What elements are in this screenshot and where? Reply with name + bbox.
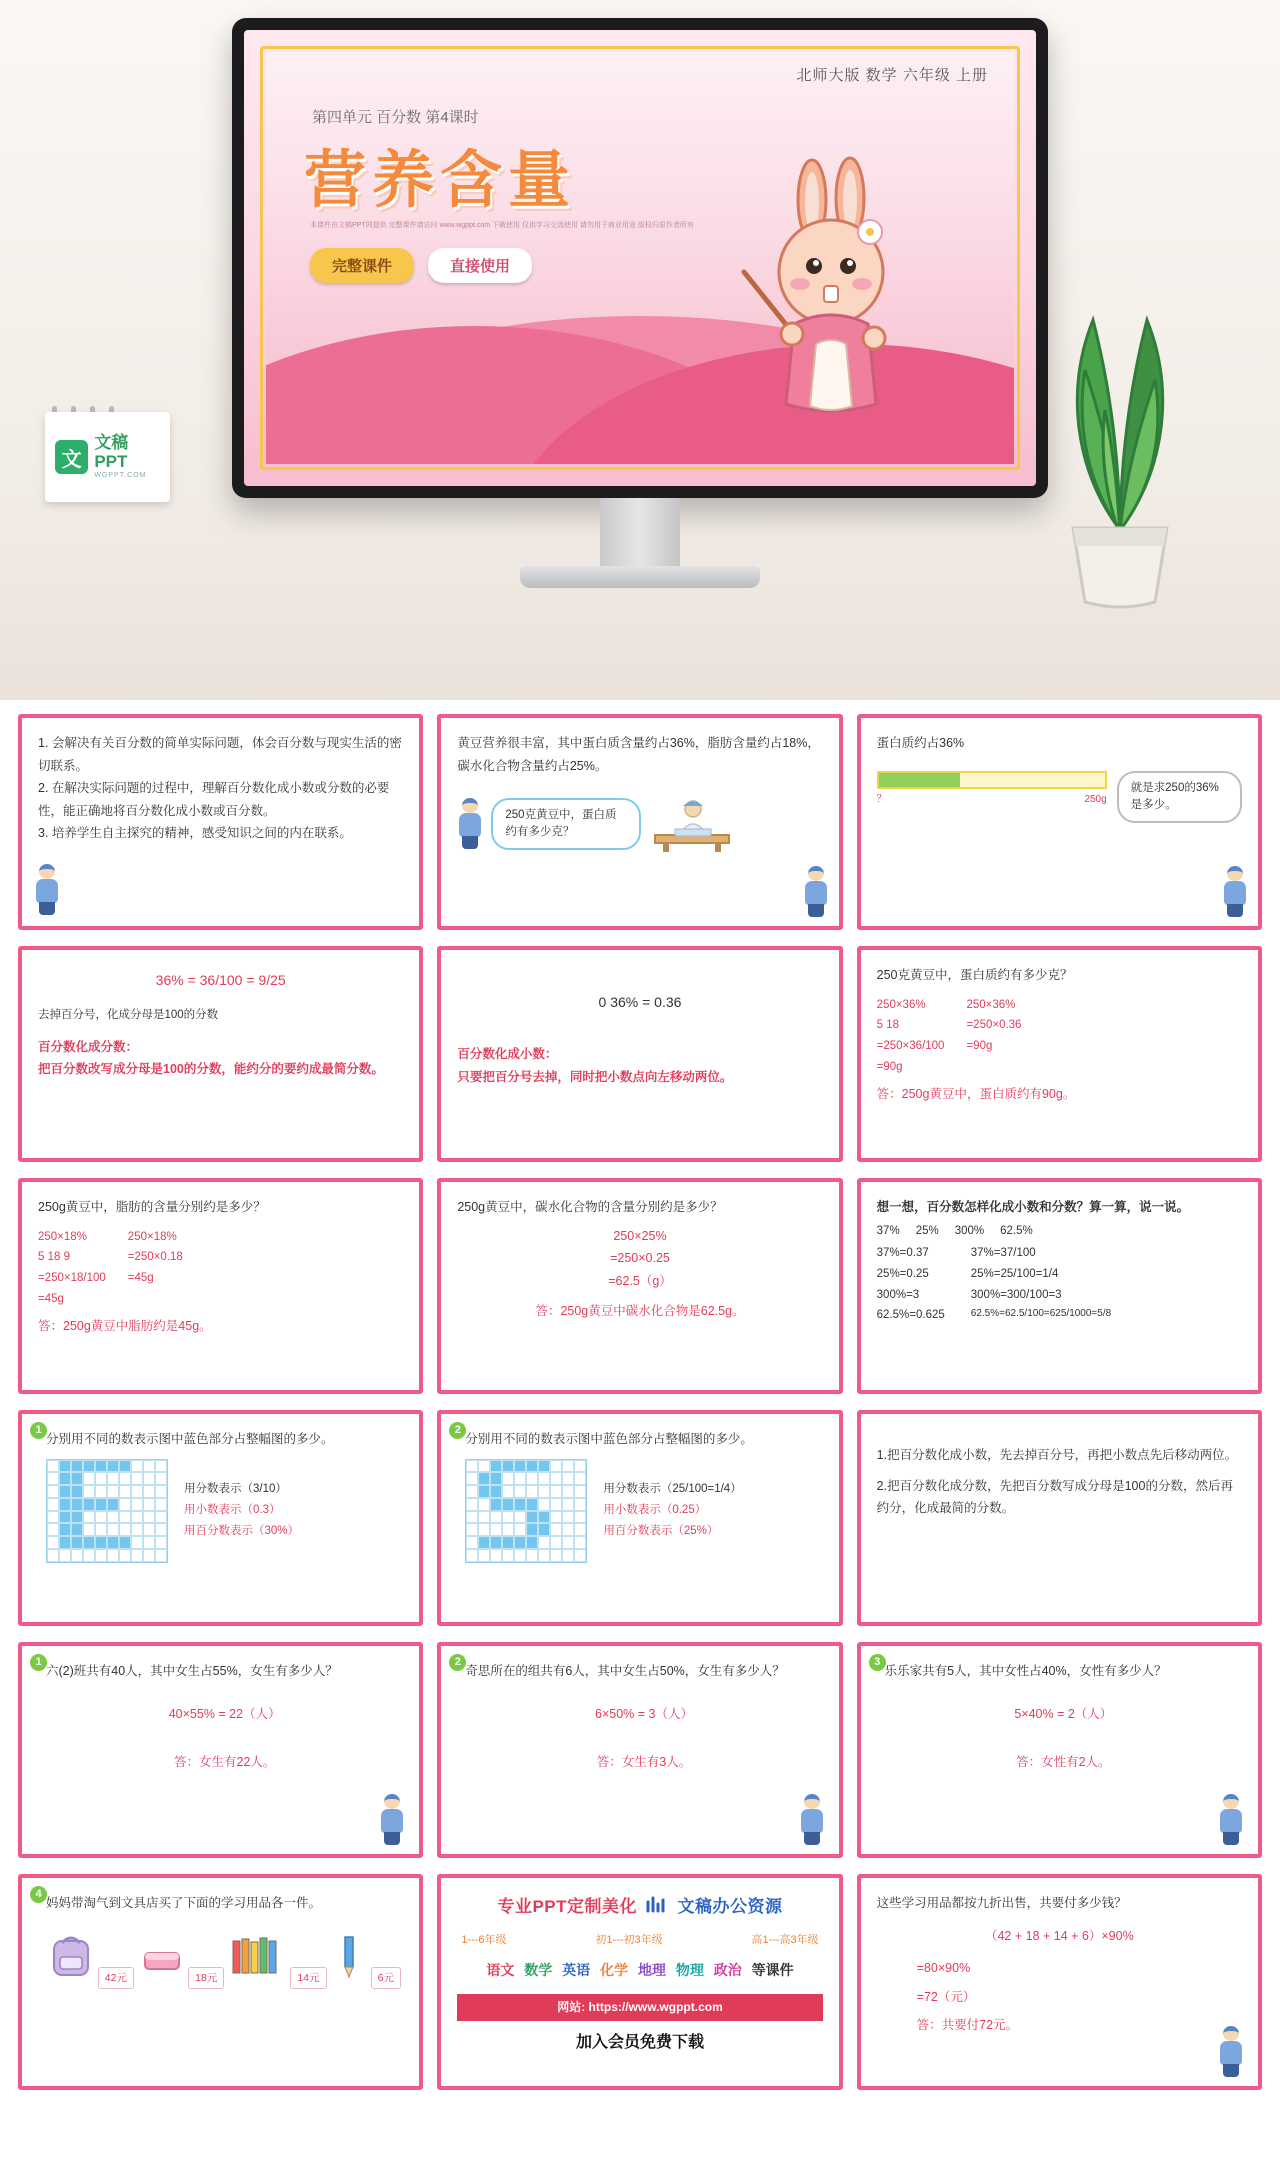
objective-line-1: 1. 会解决有关百分数的简单实际问题，体会百分数与现实生活的密切联系。: [38, 736, 402, 773]
ad-grade-3: 高1---高3年级: [751, 1933, 819, 1946]
supply-item-backpack: [48, 1929, 134, 1990]
student-character-icon: [457, 798, 483, 850]
shaded-grid-e: [46, 1459, 168, 1563]
slide-problem-family[interactable]: [857, 1642, 1262, 1858]
protein-method-fraction: [877, 995, 945, 1078]
fraction-note: 去掉百分号，化成分母是100的分数: [38, 1009, 219, 1022]
supply-price-markers: 14元: [290, 1967, 326, 1990]
teacher-desk-icon: [649, 795, 735, 853]
slide-number-badge: 2: [449, 1422, 466, 1439]
brand-logo-icon: 文: [55, 440, 88, 474]
slide-number-badge: 4: [30, 1886, 47, 1903]
grid-percent-2: 用百分数表示（25%）: [603, 1524, 719, 1537]
discount-question: 这些学习用品都按九折出售，共要付多少钱？: [876, 1896, 1127, 1910]
slide-percent-to-decimal[interactable]: [437, 946, 842, 1162]
group-question: 奇思所在的组共有6人，其中女生占50%，女生有多少人？: [465, 1664, 785, 1678]
family-question: 乐乐家共有5人，其中女性占40%，女性有多少人？: [884, 1664, 1167, 1678]
bar-tick-right: 250g: [1084, 793, 1107, 805]
textbook-meta: 北师大版 数学 六年级 上册: [796, 67, 988, 84]
question-bubble: 250克黄豆中，蛋白质约有多少克？: [491, 798, 641, 851]
fraction-rule-body: 把百分数改写成分母是100的分数，能约分的要约成最简分数。: [38, 1062, 384, 1077]
group-answer: 答：女生有3人。: [596, 1755, 692, 1769]
protein-step-1: 250×36%: [876, 998, 926, 1011]
student-character-icon: [34, 864, 60, 916]
grid-fraction-2: 用分数表示（25/100=1/4）: [603, 1483, 742, 1496]
supply-item-eraser: [139, 1929, 225, 1990]
slide-percent-to-fraction[interactable]: [18, 946, 423, 1162]
protein-step-4: =90g: [876, 1060, 903, 1073]
ad-subject-5: 地理: [637, 1962, 666, 1979]
slide-objectives[interactable]: [18, 714, 423, 930]
fat-dec-step-1: 250×18%: [127, 1230, 177, 1243]
slide-carb-solution[interactable]: [437, 1178, 842, 1394]
grid-decimal-1: 用小数表示（0.3）: [184, 1504, 281, 1517]
brand-logo-card: [45, 412, 170, 502]
fat-dec-step-3: =45g: [127, 1271, 154, 1284]
slide-grid-three-tenths[interactable]: [18, 1410, 423, 1626]
grid-percent-1: 用百分数表示（30%）: [184, 1524, 300, 1537]
fat-method-decimal: [128, 1227, 183, 1310]
think-title: 想一想，百分数怎样化成小数和分数？算一算，说一说。: [876, 1200, 1190, 1214]
think-dec-2: 25%=0.25: [876, 1267, 929, 1280]
page-title: 营养含量: [304, 146, 577, 215]
fat-method-fraction: [38, 1227, 106, 1310]
slide-thumbnail-grid: [0, 700, 1280, 2110]
slide-number-badge: 3: [869, 1654, 886, 1671]
wave-logo-icon: [646, 1895, 668, 1915]
slide-preview: [244, 30, 1036, 486]
backpack-icon: [48, 1929, 94, 1981]
soybean-facts: 黄豆营养很丰富，其中蛋白质含量约占36%，脂肪含量约占18%，碳水化合物含量约占25%。: [457, 736, 820, 773]
protein-dec-step-3: =90g: [966, 1039, 993, 1052]
slide-protein-bar[interactable]: [857, 714, 1262, 930]
ad-brand: 文稿办公资源: [677, 1897, 783, 1916]
supply-price-backpack: 42元: [98, 1967, 134, 1990]
think-value-4: 62.5%: [1000, 1224, 1033, 1237]
think-dec-1: 37%=0.37: [876, 1247, 929, 1260]
slide-advertisement[interactable]: [437, 1874, 842, 2090]
hero-button-row: [310, 248, 532, 283]
think-dec-3: 300%=3: [876, 1288, 920, 1301]
monitor-stand-neck: [600, 498, 680, 566]
slide-number-badge: 2: [449, 1654, 466, 1671]
summary-line-1: 1.把百分数化成小数，先去掉百分号，再把小数点先后移动两位。: [876, 1448, 1238, 1462]
slide-number-badge: 1: [30, 1654, 47, 1671]
carb-step-3: =62.5（g）: [608, 1273, 672, 1288]
fat-step-2: 5 18 9: [38, 1251, 70, 1264]
fat-answer: 答：250g黄豆中脂肪约是45g。: [38, 1319, 212, 1334]
ad-subject-7: 政治: [713, 1962, 742, 1979]
direct-use-button[interactable]: 直接使用: [428, 248, 532, 283]
protein-dec-step-2: =250×0.36: [966, 1019, 1022, 1032]
discount-answer: 答：共要付72元。: [916, 2018, 1019, 2032]
grid-question-1: 分别用不同的数表示图中蓝色部分占整幅图的多少。: [46, 1432, 334, 1446]
pencil-icon: [331, 1929, 367, 1981]
decimal-equation: 0 36% = 0.36: [598, 994, 682, 1010]
carb-step-1: 250×25%: [613, 1228, 667, 1243]
slide-think-convert[interactable]: [857, 1178, 1262, 1394]
ad-subject-6: 物理: [675, 1962, 704, 1979]
ad-join-text: 加入会员免费下载: [575, 2034, 704, 2052]
think-frac-2: 25%=25/100=1/4: [970, 1267, 1059, 1280]
student-character-icon: [1222, 866, 1248, 918]
student-character-icon: [803, 866, 829, 918]
protein-answer: 答：250g黄豆中，蛋白质约有90g。: [876, 1087, 1076, 1102]
ad-subject-2: 数学: [524, 1962, 553, 1979]
ad-subject-4: 化学: [600, 1962, 629, 1979]
slide-problem-class[interactable]: [18, 1642, 423, 1858]
protein-percent-label: 蛋白质约占36%: [876, 736, 965, 750]
protein-dec-step-1: 250×36%: [966, 998, 1016, 1011]
think-decimal-column: [877, 1243, 945, 1326]
ad-subject-8: 等课件: [751, 1962, 794, 1979]
carb-answer: 答：250g黄豆中碳水化合物是62.5g。: [535, 1304, 745, 1318]
slide-soybean-intro[interactable]: [437, 714, 842, 930]
brand-logo-subtitle: WGPPT.COM: [94, 471, 147, 479]
summary-line-2: 2.把百分数化成分数，先把百分数写成分母是100的分数，然后再约分，化成最简的分数。: [876, 1478, 1233, 1515]
ad-url: https://www.wgppt.com: [588, 1999, 723, 2014]
protein-step-2: 5 18: [876, 1019, 900, 1032]
supply-item-pencil: [331, 1929, 401, 1990]
fat-step-4: =45g: [38, 1292, 64, 1305]
full-courseware-button[interactable]: 完整课件: [310, 248, 414, 283]
discount-step-2: =80×90%: [916, 1961, 971, 1975]
monitor-stand-base: [520, 566, 760, 588]
hint-bubble: 就是求250的36%是多少。: [1117, 771, 1242, 824]
slide-summary-rules[interactable]: [857, 1410, 1262, 1626]
ad-grade-2: 初1---初3年级: [595, 1933, 663, 1946]
grid-question-2: 分别用不同的数表示图中蓝色部分占整幅图的多少。: [465, 1432, 753, 1446]
slide-problem-group[interactable]: [437, 1642, 842, 1858]
think-value-3: 300%: [954, 1224, 985, 1237]
fat-question: 250g黄豆中，脂肪的含量分别约是多少？: [38, 1200, 266, 1214]
supplies-question: 妈妈带淘气到文具店买了下面的学习用品各一件。: [46, 1896, 322, 1910]
ad-url-label: 网站:: [557, 1999, 586, 2014]
fat-step-1: 250×18%: [38, 1230, 87, 1243]
protein-step-3: =250×36/100: [876, 1039, 945, 1052]
student-character-icon: [379, 1794, 405, 1846]
objective-line-3: 3. 培养学生自主探究的精神，感受知识之间的内在联系。: [38, 826, 352, 840]
family-work: 5×40% = 2（人）: [1014, 1706, 1113, 1721]
carb-step-2: =250×0.25: [610, 1251, 670, 1265]
fraction-rule-heading: 百分数化成分数：: [38, 1039, 139, 1054]
discount-step-1: （42 + 18 + 14 + 6）×90%: [984, 1928, 1134, 1943]
student-character-icon: [799, 1794, 825, 1846]
supply-price-eraser: 18元: [188, 1967, 224, 1990]
decimal-rule-body: 只要把百分号去掉，同时把小数点向左移动两位。: [457, 1069, 733, 1084]
fat-step-3: =250×18/100: [38, 1271, 106, 1284]
family-answer: 答：女性有2人。: [1016, 1755, 1111, 1769]
grid-fraction-1: 用分数表示（3/10）: [184, 1483, 287, 1496]
brand-logo-title: 文稿PPT: [94, 433, 129, 472]
fraction-equation: 36% = 36/100 = 9/25: [155, 972, 286, 988]
think-frac-1: 37%=37/100: [970, 1247, 1036, 1260]
class-answer: 答：女生有22人。: [173, 1755, 276, 1769]
slide-content: [266, 52, 1014, 464]
fat-dec-step-2: =250×0.18: [127, 1251, 183, 1264]
supply-item-markers: [229, 1929, 327, 1990]
discount-step-3: =72（元）: [916, 1989, 976, 2004]
slide-grid-one-quarter[interactable]: [437, 1410, 842, 1626]
hero-blurb: 本课件由文稿PPT网提供 完整课件请访问 www.wgppt.com 下载使用 仅供学习交流使用 请勿用于商业用途 版权归原作者所有: [310, 222, 694, 229]
think-dec-4: 62.5%=0.625: [876, 1309, 945, 1322]
plant-decoration: [1015, 280, 1225, 610]
percent-bar: [877, 771, 1107, 789]
grid-decimal-2: 用小数表示（0.25）: [603, 1504, 707, 1517]
think-fraction-column: [971, 1243, 1111, 1326]
grid-answers-2: [603, 1479, 741, 1541]
unit-subtitle: 第四单元 百分数 第4课时: [312, 109, 479, 126]
grid-answers-1: [184, 1479, 299, 1541]
slide-number-badge: 1: [30, 1422, 47, 1439]
ad-headline: 专业PPT定制美化: [497, 1897, 638, 1916]
student-character-icon: [1218, 2026, 1244, 2078]
think-frac-3: 300%=300/100=3: [970, 1288, 1062, 1301]
color-pens-icon: [229, 1929, 287, 1981]
monitor-mockup: [232, 18, 1048, 498]
hero-banner: [0, 0, 1280, 700]
slide-supplies-discount[interactable]: [857, 1874, 1262, 2090]
class-work: 40×55% = 22（人）: [168, 1706, 281, 1721]
bar-tick-left: ？: [876, 793, 887, 805]
slide-protein-solution[interactable]: [857, 946, 1262, 1162]
percent-bar-fill: [879, 773, 960, 787]
student-character-icon: [1218, 1794, 1244, 1846]
class-question: 六(2)班共有40人，其中女生占55%，女生有多少人？: [46, 1664, 338, 1678]
rabbit-mascot-icon: [734, 154, 944, 454]
think-value-1: 37%: [876, 1224, 900, 1237]
group-work: 6×50% = 3（人）: [595, 1706, 693, 1721]
ad-grade-1: 1---6年级: [461, 1933, 507, 1946]
protein-question: 250克黄豆中，蛋白质约有多少克？: [876, 968, 1073, 982]
slide-problem-supplies[interactable]: [18, 1874, 423, 2090]
supply-price-pencil: 6元: [371, 1967, 401, 1990]
ad-url-bar[interactable]: [457, 1994, 822, 2022]
decimal-rule-heading: 百分数化成小数：: [457, 1047, 558, 1062]
shaded-grid-s: [465, 1459, 587, 1563]
think-value-2: 25%: [915, 1224, 939, 1237]
ad-subject-1: 语文: [486, 1962, 515, 1979]
eraser-icon: [139, 1929, 185, 1981]
think-frac-4: 62.5%=62.5/100=625/1000=5/8: [970, 1308, 1112, 1320]
carb-question: 250g黄豆中，碳水化合物的含量分别约是多少？: [457, 1200, 723, 1214]
objective-line-2: 2. 在解决实际问题的过程中，理解百分数化成小数或分数的必要性，能正确地将百分数化成小数或百分数。: [38, 781, 390, 818]
protein-method-decimal: [966, 995, 1021, 1078]
slide-fat-solution[interactable]: [18, 1178, 423, 1394]
ad-subject-3: 英语: [562, 1962, 591, 1979]
